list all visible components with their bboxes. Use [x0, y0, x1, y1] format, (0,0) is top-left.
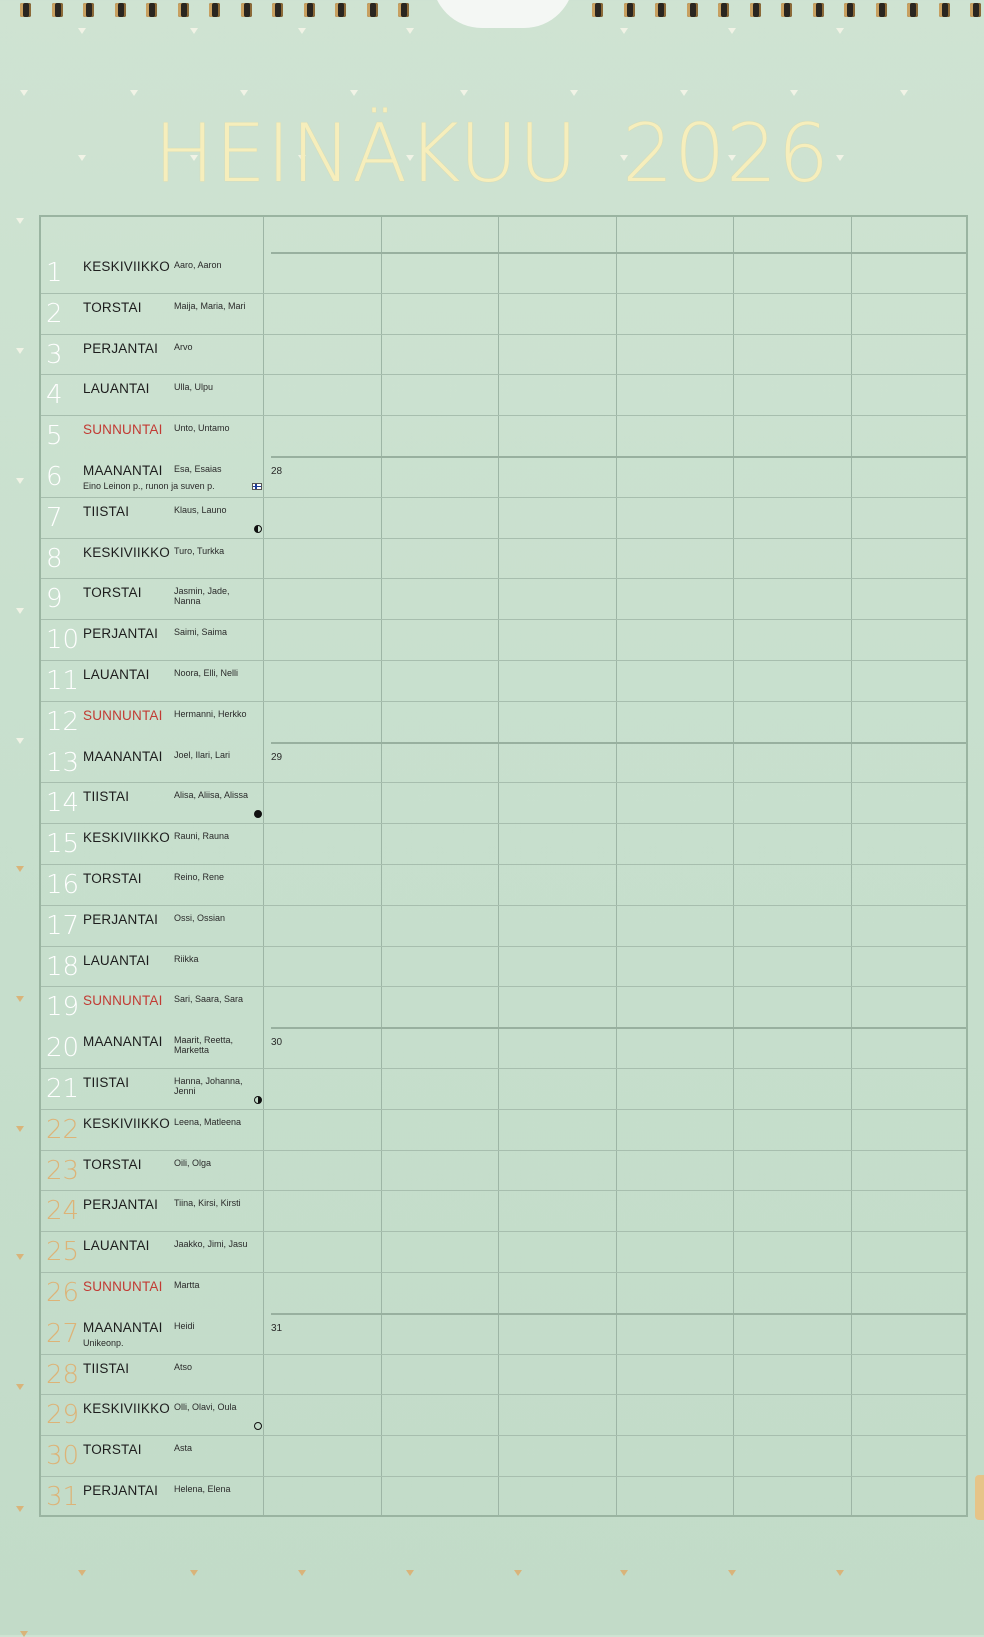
- day-row[interactable]: [41, 946, 966, 987]
- day-row[interactable]: [41, 1435, 966, 1476]
- weekday-name: KESKIVIIKKO: [83, 1115, 170, 1131]
- day-row[interactable]: [41, 456, 966, 497]
- day-row[interactable]: [41, 1394, 966, 1435]
- binding-ring: [750, 3, 761, 17]
- day-number: 2: [46, 298, 63, 329]
- name-day-names: Ulla, Ulpu: [174, 382, 214, 393]
- day-number: 20: [46, 1033, 80, 1064]
- day-number: 13: [46, 747, 80, 778]
- day-row[interactable]: [41, 415, 966, 456]
- day-number: 15: [46, 829, 80, 860]
- triangle-ornament-icon: [16, 218, 24, 224]
- week-number: 28: [271, 466, 283, 477]
- weekday-name: SUNNUNTAI: [83, 1279, 163, 1294]
- day-number: 30: [46, 1441, 80, 1472]
- binding-ring: [939, 3, 950, 17]
- triangle-ornament-icon: [298, 28, 306, 34]
- triangle-ornament-icon: [16, 996, 24, 1002]
- day-number: 18: [46, 951, 80, 982]
- binding-ring: [718, 3, 729, 17]
- holiday-note: Eino Leinon p., runon ja suven p.: [83, 481, 215, 491]
- name-day-names: Unto, Untamo: [174, 423, 230, 434]
- day-row[interactable]: [41, 905, 966, 946]
- triangle-ornament-icon: [460, 90, 468, 96]
- weekday-name: LAUANTAI: [83, 952, 150, 968]
- weekday-name: PERJANTAI: [83, 911, 159, 927]
- triangle-ornament-icon: [620, 28, 628, 34]
- name-day-names: Turo, Turkka: [174, 545, 225, 556]
- name-day-names: Maija, Maria, Mari: [174, 300, 246, 311]
- day-number: 3: [46, 339, 63, 370]
- weekday-name: TIISTAI: [83, 503, 130, 519]
- day-number: 8: [46, 543, 63, 574]
- name-day-names: Asta: [174, 1443, 193, 1454]
- binding-ring: [781, 3, 792, 17]
- weekday-name: TIISTAI: [83, 1075, 130, 1090]
- triangle-ornament-icon: [728, 28, 736, 34]
- binding-ring: [813, 3, 824, 17]
- name-day-names: Helena, Elena: [174, 1484, 231, 1494]
- triangle-ornament-icon: [20, 90, 28, 96]
- year: 2026: [622, 107, 830, 200]
- binding-ring: [844, 3, 855, 17]
- name-day-names: Sari, Saara, Sara: [174, 994, 244, 1005]
- moon-phase-icon: [254, 525, 262, 533]
- binding-ring: [304, 3, 315, 17]
- day-row[interactable]: [41, 252, 966, 293]
- day-number: 19: [46, 992, 80, 1023]
- triangle-ornament-icon: [350, 90, 358, 96]
- weekday-name: MAANANTAI: [83, 463, 163, 478]
- triangle-ornament-icon: [514, 1570, 522, 1576]
- binding-ring: [83, 3, 94, 17]
- name-day-names: Jaakko, Jimi, Jasu: [174, 1239, 248, 1250]
- day-row[interactable]: [41, 334, 966, 375]
- triangle-ornament-icon: [78, 28, 86, 34]
- calendar-grid: [39, 215, 968, 1517]
- weekday-name: MAANANTAI: [83, 1319, 163, 1335]
- binding-ring: [52, 3, 63, 17]
- month-name: HEINÄKUU: [154, 107, 579, 200]
- name-day-names: Maarit, Reetta, Marketta: [174, 1035, 234, 1056]
- day-number: 21: [46, 1074, 80, 1104]
- day-row[interactable]: [41, 1231, 966, 1272]
- day-number: 4: [46, 380, 63, 411]
- triangle-ornament-icon: [298, 1570, 306, 1576]
- binding-ring: [687, 3, 698, 17]
- day-row[interactable]: [41, 1272, 966, 1313]
- day-row[interactable]: [41, 293, 966, 334]
- name-day-names: Noora, Elli, Nelli: [174, 668, 239, 678]
- day-number: 25: [46, 1237, 80, 1268]
- binding-ring: [272, 3, 283, 17]
- day-row[interactable]: [41, 497, 966, 538]
- day-row[interactable]: [41, 1027, 966, 1068]
- triangle-ornament-icon: [130, 90, 138, 96]
- weekday-name: SUNNUNTAI: [83, 993, 163, 1009]
- day-row[interactable]: [41, 986, 966, 1027]
- name-day-names: Reino, Rene: [174, 872, 225, 882]
- name-day-names: Jasmin, Jade, Nanna: [174, 586, 230, 607]
- name-day-names: Leena, Matleena: [174, 1116, 242, 1127]
- name-day-names: Hanna, Johanna, Jenni: [174, 1076, 243, 1096]
- name-day-names: Martta: [174, 1280, 200, 1290]
- triangle-ornament-icon: [190, 1570, 198, 1576]
- weekday-name: KESKIVIIKKO: [83, 830, 170, 846]
- day-number: 1: [46, 258, 63, 288]
- day-row[interactable]: [41, 538, 966, 579]
- weekday-name: KESKIVIIKKO: [83, 1401, 170, 1417]
- weekday-name: PERJANTAI: [83, 340, 159, 356]
- finnish-flag-icon: [252, 483, 262, 490]
- triangle-ornament-icon: [16, 608, 24, 614]
- day-row[interactable]: [41, 1354, 966, 1395]
- name-day-names: Atso: [174, 1361, 193, 1372]
- day-row[interactable]: [41, 742, 966, 783]
- week-number: 29: [271, 751, 283, 763]
- name-day-names: Riikka: [174, 953, 199, 964]
- triangle-ornament-icon: [620, 1570, 628, 1576]
- day-number: 7: [46, 502, 63, 533]
- week-number: 30: [271, 1037, 283, 1049]
- day-number: 28: [46, 1359, 80, 1390]
- day-number: 9: [46, 584, 63, 615]
- holiday-note: Unikeonp.: [83, 1337, 124, 1348]
- weekday-name: TORSTAI: [83, 871, 142, 886]
- binding-ring: [655, 3, 666, 17]
- day-number: 5: [46, 421, 63, 452]
- name-day-names: Saimi, Saima: [174, 627, 228, 638]
- name-day-names: Ossi, Ossian: [174, 912, 226, 923]
- day-number: 26: [46, 1278, 80, 1308]
- weekday-name: LAUANTAI: [83, 1238, 150, 1254]
- weekday-name: TORSTAI: [83, 1156, 142, 1172]
- day-row[interactable]: [41, 660, 966, 701]
- name-day-names: Hermanni, Herkko: [174, 708, 247, 719]
- binding-ring: [624, 3, 635, 17]
- name-day-names: Tiina, Kirsi, Kirsti: [174, 1198, 241, 1209]
- day-row[interactable]: [41, 782, 966, 823]
- day-row[interactable]: [41, 1109, 966, 1150]
- name-day-names: Olli, Olavi, Oula: [174, 1402, 237, 1413]
- weekday-name: LAUANTAI: [83, 667, 150, 682]
- weekday-name: PERJANTAI: [83, 1197, 159, 1213]
- day-row[interactable]: [41, 864, 966, 905]
- day-number: 6: [46, 462, 63, 492]
- binding-ring: [115, 3, 126, 17]
- triangle-ornament-icon: [790, 90, 798, 96]
- day-row[interactable]: [41, 823, 966, 864]
- binding-ring: [20, 3, 31, 17]
- day-row[interactable]: [41, 1476, 966, 1517]
- weekday-name: PERJANTAI: [83, 626, 159, 642]
- weekday-name: KESKIVIIKKO: [83, 259, 170, 274]
- week-number: 31: [271, 1322, 283, 1334]
- moon-phase-icon: [254, 810, 262, 818]
- binding-ring: [241, 3, 252, 17]
- day-row[interactable]: [41, 1190, 966, 1231]
- binding-ring: [907, 3, 918, 17]
- binding-ring: [178, 3, 189, 17]
- weekday-name: TIISTAI: [83, 789, 130, 805]
- edge-decoration: [975, 1475, 984, 1520]
- day-number: 22: [46, 1114, 80, 1145]
- hanger-hole: [432, 0, 574, 28]
- weekday-name: TORSTAI: [83, 585, 142, 601]
- name-day-names: Klaus, Launo: [174, 504, 227, 515]
- triangle-ornament-icon: [900, 90, 908, 96]
- day-number: 31: [46, 1482, 80, 1512]
- name-day-names: Heidi: [174, 1320, 195, 1331]
- day-row[interactable]: [41, 1068, 966, 1109]
- weekday-name: KESKIVIIKKO: [83, 544, 170, 560]
- day-row[interactable]: [41, 374, 966, 415]
- name-day-names: Alisa, Aliisa, Alissa: [174, 790, 249, 801]
- binding-ring: [335, 3, 346, 17]
- name-day-names: Oili, Olga: [174, 1157, 212, 1168]
- weekday-name: LAUANTAI: [83, 381, 150, 397]
- day-number: 12: [46, 706, 80, 737]
- day-number: 11: [46, 666, 80, 696]
- binding-ring: [209, 3, 220, 17]
- triangle-ornament-icon: [16, 348, 24, 354]
- day-row[interactable]: [41, 1150, 966, 1191]
- triangle-ornament-icon: [836, 28, 844, 34]
- triangle-ornament-icon: [680, 90, 688, 96]
- triangle-ornament-icon: [406, 28, 414, 34]
- day-number: 10: [46, 625, 80, 656]
- triangle-ornament-icon: [16, 1126, 24, 1132]
- moon-phase-icon: [254, 1096, 262, 1104]
- triangle-ornament-icon: [78, 1570, 86, 1576]
- moon-phase-icon: [254, 1422, 262, 1430]
- month-title: [0, 104, 984, 204]
- name-day-names: Arvo: [174, 341, 193, 352]
- weekday-name: TIISTAI: [83, 1360, 130, 1376]
- weekday-name: MAANANTAI: [83, 748, 163, 764]
- weekday-name: PERJANTAI: [83, 1483, 159, 1498]
- day-row[interactable]: [41, 578, 966, 619]
- day-number: 23: [46, 1155, 80, 1186]
- triangle-ornament-icon: [406, 1570, 414, 1576]
- triangle-ornament-icon: [728, 1570, 736, 1576]
- day-row[interactable]: [41, 1313, 966, 1354]
- day-number: 17: [46, 910, 80, 941]
- name-day-names: Joel, Ilari, Lari: [174, 749, 231, 760]
- binding-ring: [367, 3, 378, 17]
- name-day-names: Esa, Esaias: [174, 464, 222, 474]
- binding-ring: [146, 3, 157, 17]
- name-day-names: Rauni, Rauna: [174, 831, 230, 842]
- triangle-ornament-icon: [190, 28, 198, 34]
- weekday-name: MAANANTAI: [83, 1034, 163, 1050]
- weekday-name: SUNNUNTAI: [83, 707, 163, 723]
- day-row[interactable]: [41, 701, 966, 742]
- day-number: 16: [46, 870, 80, 900]
- triangle-ornament-icon: [836, 1570, 844, 1576]
- triangle-ornament-icon: [16, 478, 24, 484]
- triangle-ornament-icon: [240, 90, 248, 96]
- weekday-name: TORSTAI: [83, 299, 142, 315]
- weekday-name: TORSTAI: [83, 1442, 142, 1458]
- triangle-ornament-icon: [16, 1384, 24, 1390]
- binding-ring: [876, 3, 887, 17]
- triangle-ornament-icon: [16, 1506, 24, 1512]
- day-number: 14: [46, 788, 80, 819]
- binding-ring: [970, 3, 981, 17]
- triangle-ornament-icon: [16, 1254, 24, 1260]
- triangle-ornament-icon: [16, 738, 24, 744]
- binding-ring: [398, 3, 409, 17]
- day-row[interactable]: [41, 619, 966, 660]
- day-number: 24: [46, 1196, 80, 1227]
- name-day-names: Aaro, Aaron: [174, 260, 222, 270]
- weekday-name: SUNNUNTAI: [83, 422, 163, 438]
- triangle-ornament-icon: [570, 90, 578, 96]
- triangle-ornament-icon: [20, 1631, 28, 1637]
- day-number: 29: [46, 1400, 80, 1431]
- binding-ring: [592, 3, 603, 17]
- day-number: 27: [46, 1318, 80, 1349]
- triangle-ornament-icon: [16, 866, 24, 872]
